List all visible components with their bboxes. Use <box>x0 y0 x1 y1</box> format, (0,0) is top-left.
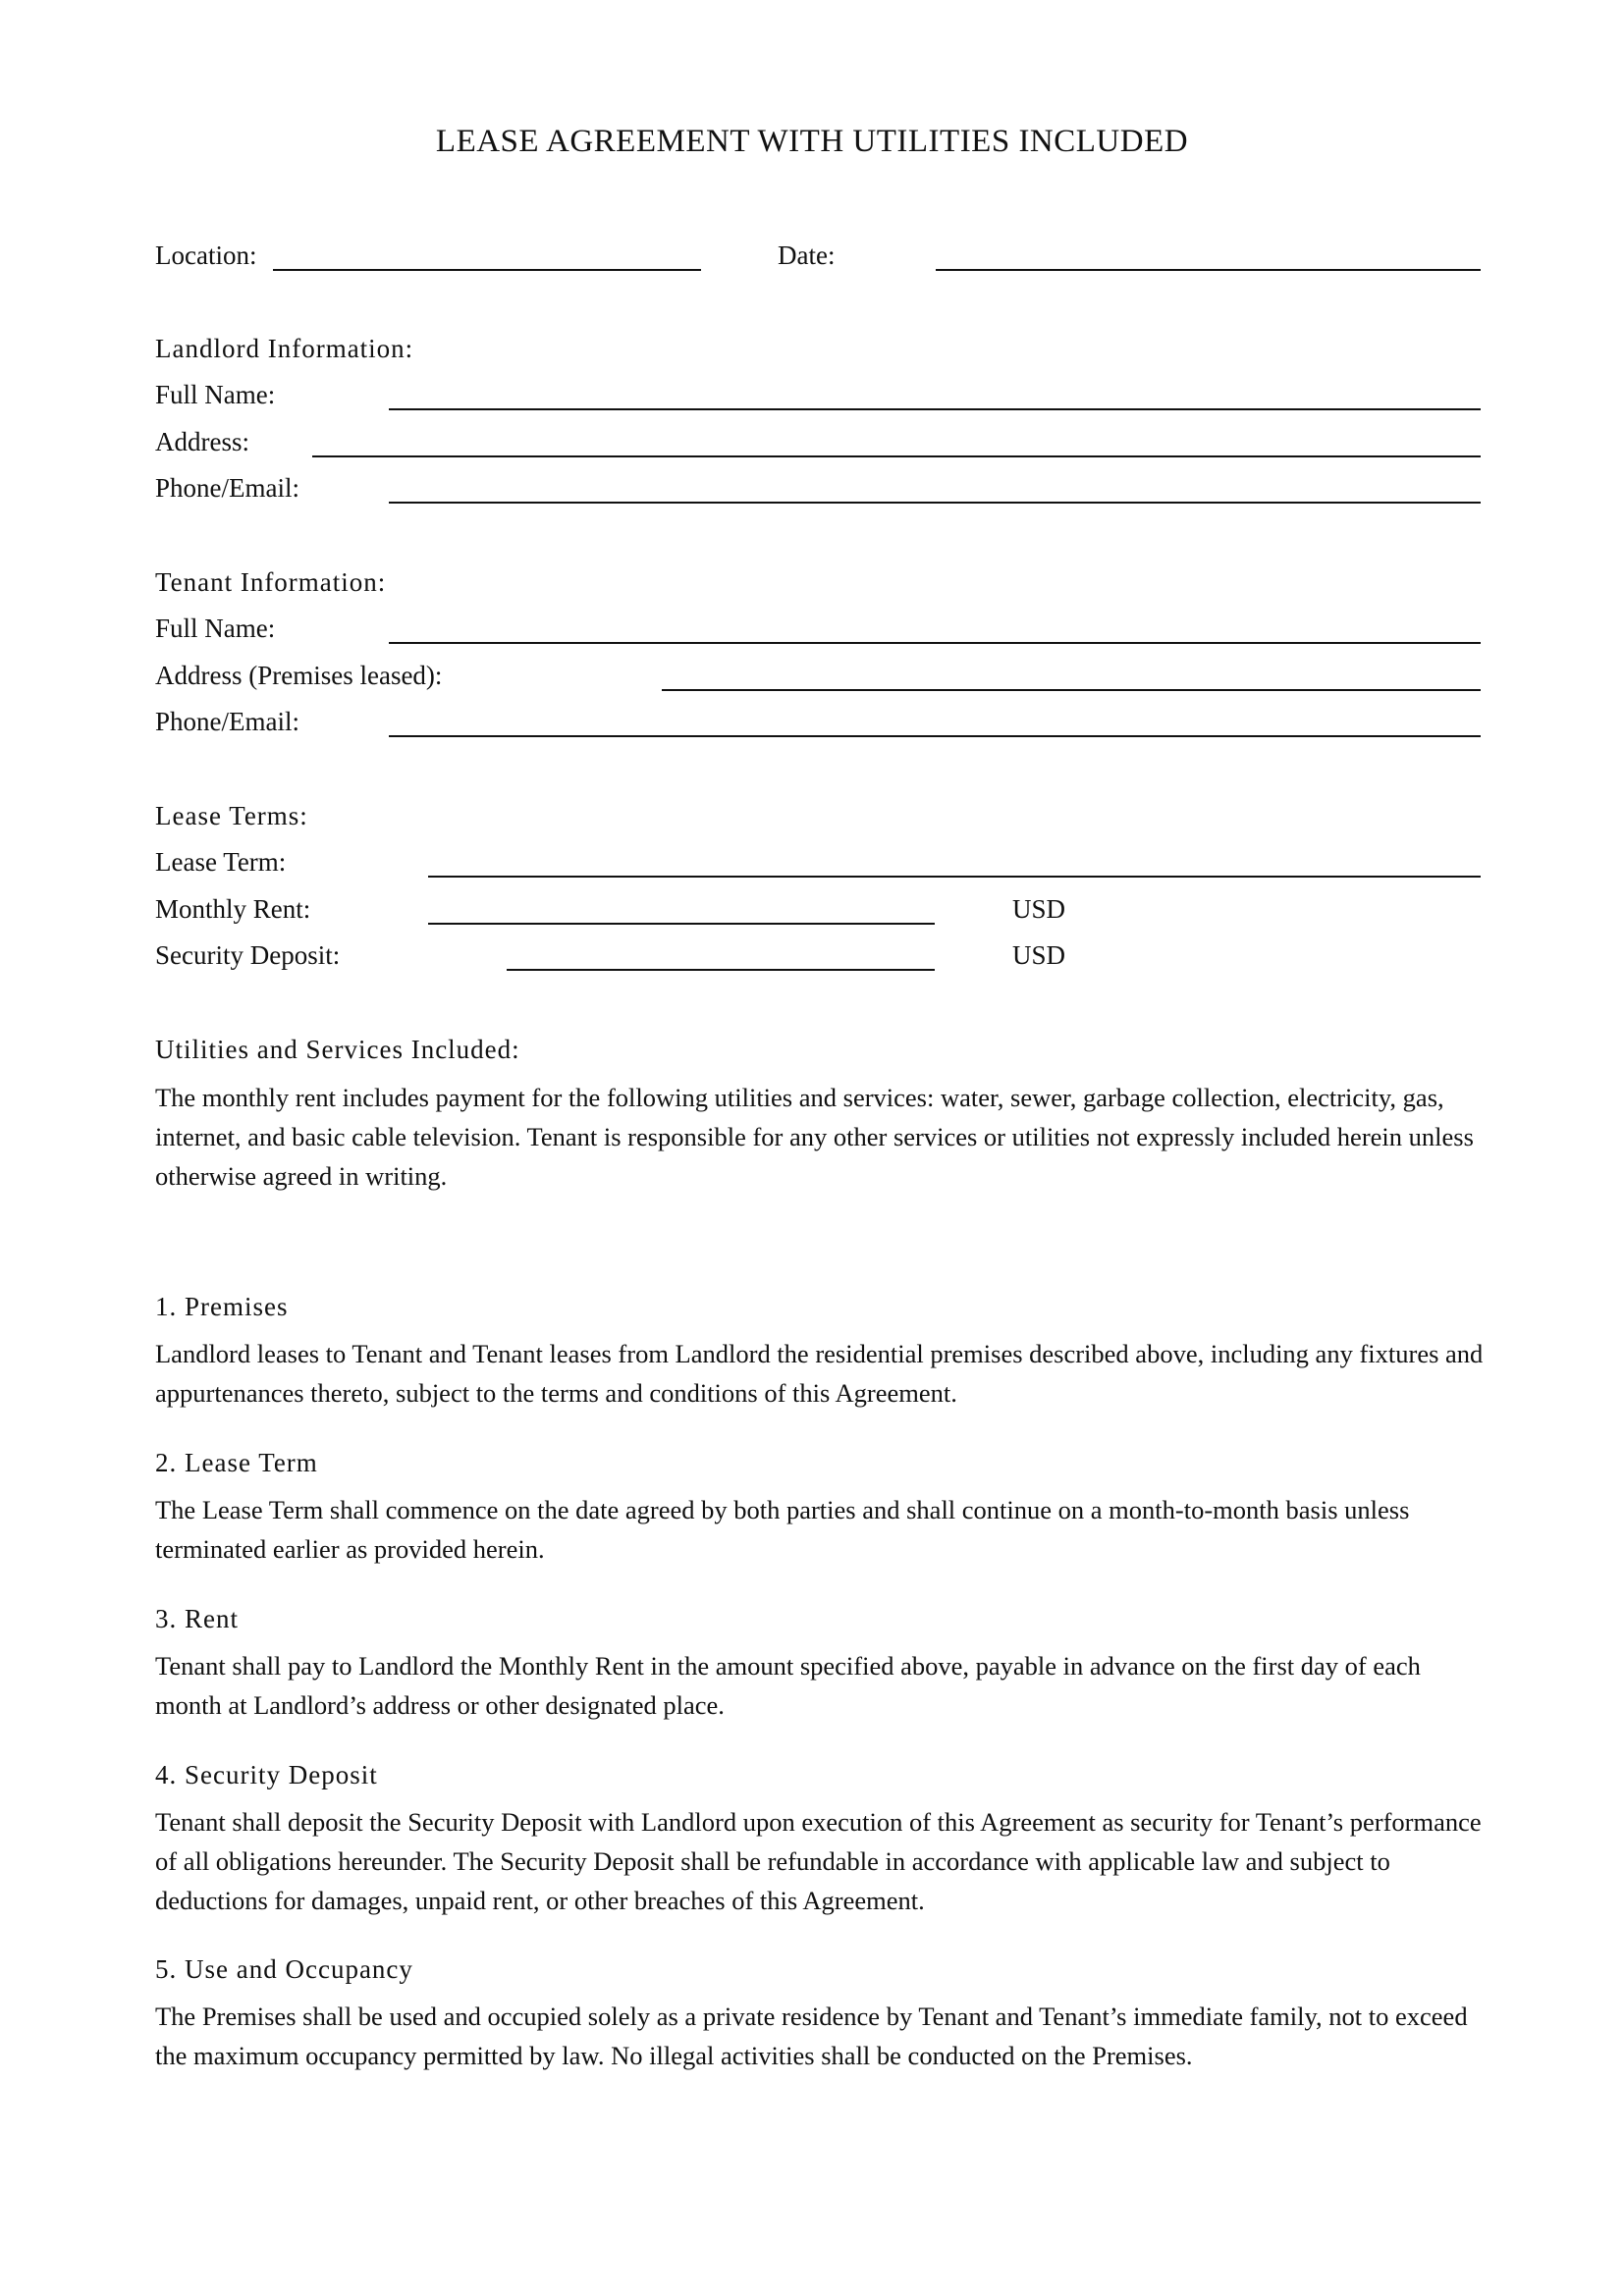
section-1-paragraph: Landlord leases to Tenant and Tenant leases from Landlord the residential premises described above, including any fixtures and appurtenances thereto, subject to the terms and conditions of this Agreement. <box>155 1339 1484 1408</box>
security-deposit-field[interactable] <box>507 969 935 971</box>
landlord-contact-label: Phone/Email: <box>155 473 299 503</box>
section-3-paragraph: Tenant shall pay to Landlord the Monthly Rent in the amount specified above, payable in advance on the first day of each month at Landlord’s address or other designated place. <box>155 1651 1421 1720</box>
tenant-address-label: Address (Premises leased): <box>155 661 443 690</box>
section-4-heading: 4. Security Deposit <box>155 1760 378 1789</box>
location-label: Location: <box>155 240 257 270</box>
rent-currency: USD <box>1012 894 1066 924</box>
monthly-rent-field[interactable] <box>428 923 935 925</box>
section-2-heading: 2. Lease Term <box>155 1448 318 1477</box>
deposit-currency: USD <box>1012 940 1066 970</box>
section-4-paragraph: Tenant shall deposit the Security Deposit with Landlord upon execution of this Agreement as security for Tenant’s performance of all obligations hereunder. The Security Deposit shall be refundable in accordance with applicable law and subject to deductions for damages, unpaid rent, or other breaches of this Agreement. <box>155 1807 1482 1915</box>
section-1-heading: 1. Premises <box>155 1292 289 1321</box>
landlord-heading: Landlord Information: <box>155 334 414 363</box>
monthly-rent-label: Monthly Rent: <box>155 894 311 924</box>
landlord-address-label: Address: <box>155 427 249 456</box>
lease-term-field[interactable] <box>428 876 1481 878</box>
location-field[interactable] <box>273 269 701 271</box>
lease-term-label: Lease Term: <box>155 847 287 877</box>
tenant-contact-label: Phone/Email: <box>155 707 299 736</box>
landlord-name-field[interactable] <box>389 408 1481 410</box>
tenant-name-field[interactable] <box>389 642 1481 644</box>
section-5-heading: 5. Use and Occupancy <box>155 1954 413 1984</box>
document-title: LEASE AGREEMENT WITH UTILITIES INCLUDED <box>435 124 1189 159</box>
utilities-paragraph: The monthly rent includes payment for the following utilities and services: water, sewer, garbage collection, electricity, gas, internet, and basic cable television. Tenant is responsible for any other services or utilities not expressly included herein unless otherwise agreed in writing. <box>155 1083 1474 1191</box>
date-field[interactable] <box>936 269 1481 271</box>
lease-terms-heading: Lease Terms: <box>155 801 308 830</box>
date-label: Date: <box>778 240 836 270</box>
tenant-name-label: Full Name: <box>155 614 276 643</box>
tenant-address-field[interactable] <box>662 689 1481 691</box>
tenant-contact-field[interactable] <box>389 735 1481 737</box>
utilities-heading: Utilities and Services Included: <box>155 1035 520 1064</box>
landlord-name-label: Full Name: <box>155 380 276 409</box>
section-3-heading: 3. Rent <box>155 1604 239 1633</box>
security-deposit-label: Security Deposit: <box>155 940 341 970</box>
tenant-heading: Tenant Information: <box>155 567 387 597</box>
landlord-address-field[interactable] <box>312 455 1481 457</box>
landlord-contact-field[interactable] <box>389 502 1481 504</box>
section-5-paragraph: The Premises shall be used and occupied solely as a private residence by Tenant and Tenant’s immediate family, not to exceed the maximum occupancy permitted by law. No illegal activities shall be conducted on the Premises. <box>155 2002 1468 2070</box>
section-2-paragraph: The Lease Term shall commence on the date agreed by both parties and shall continue on a month-to-month basis unless terminated earlier as provided herein. <box>155 1495 1410 1564</box>
